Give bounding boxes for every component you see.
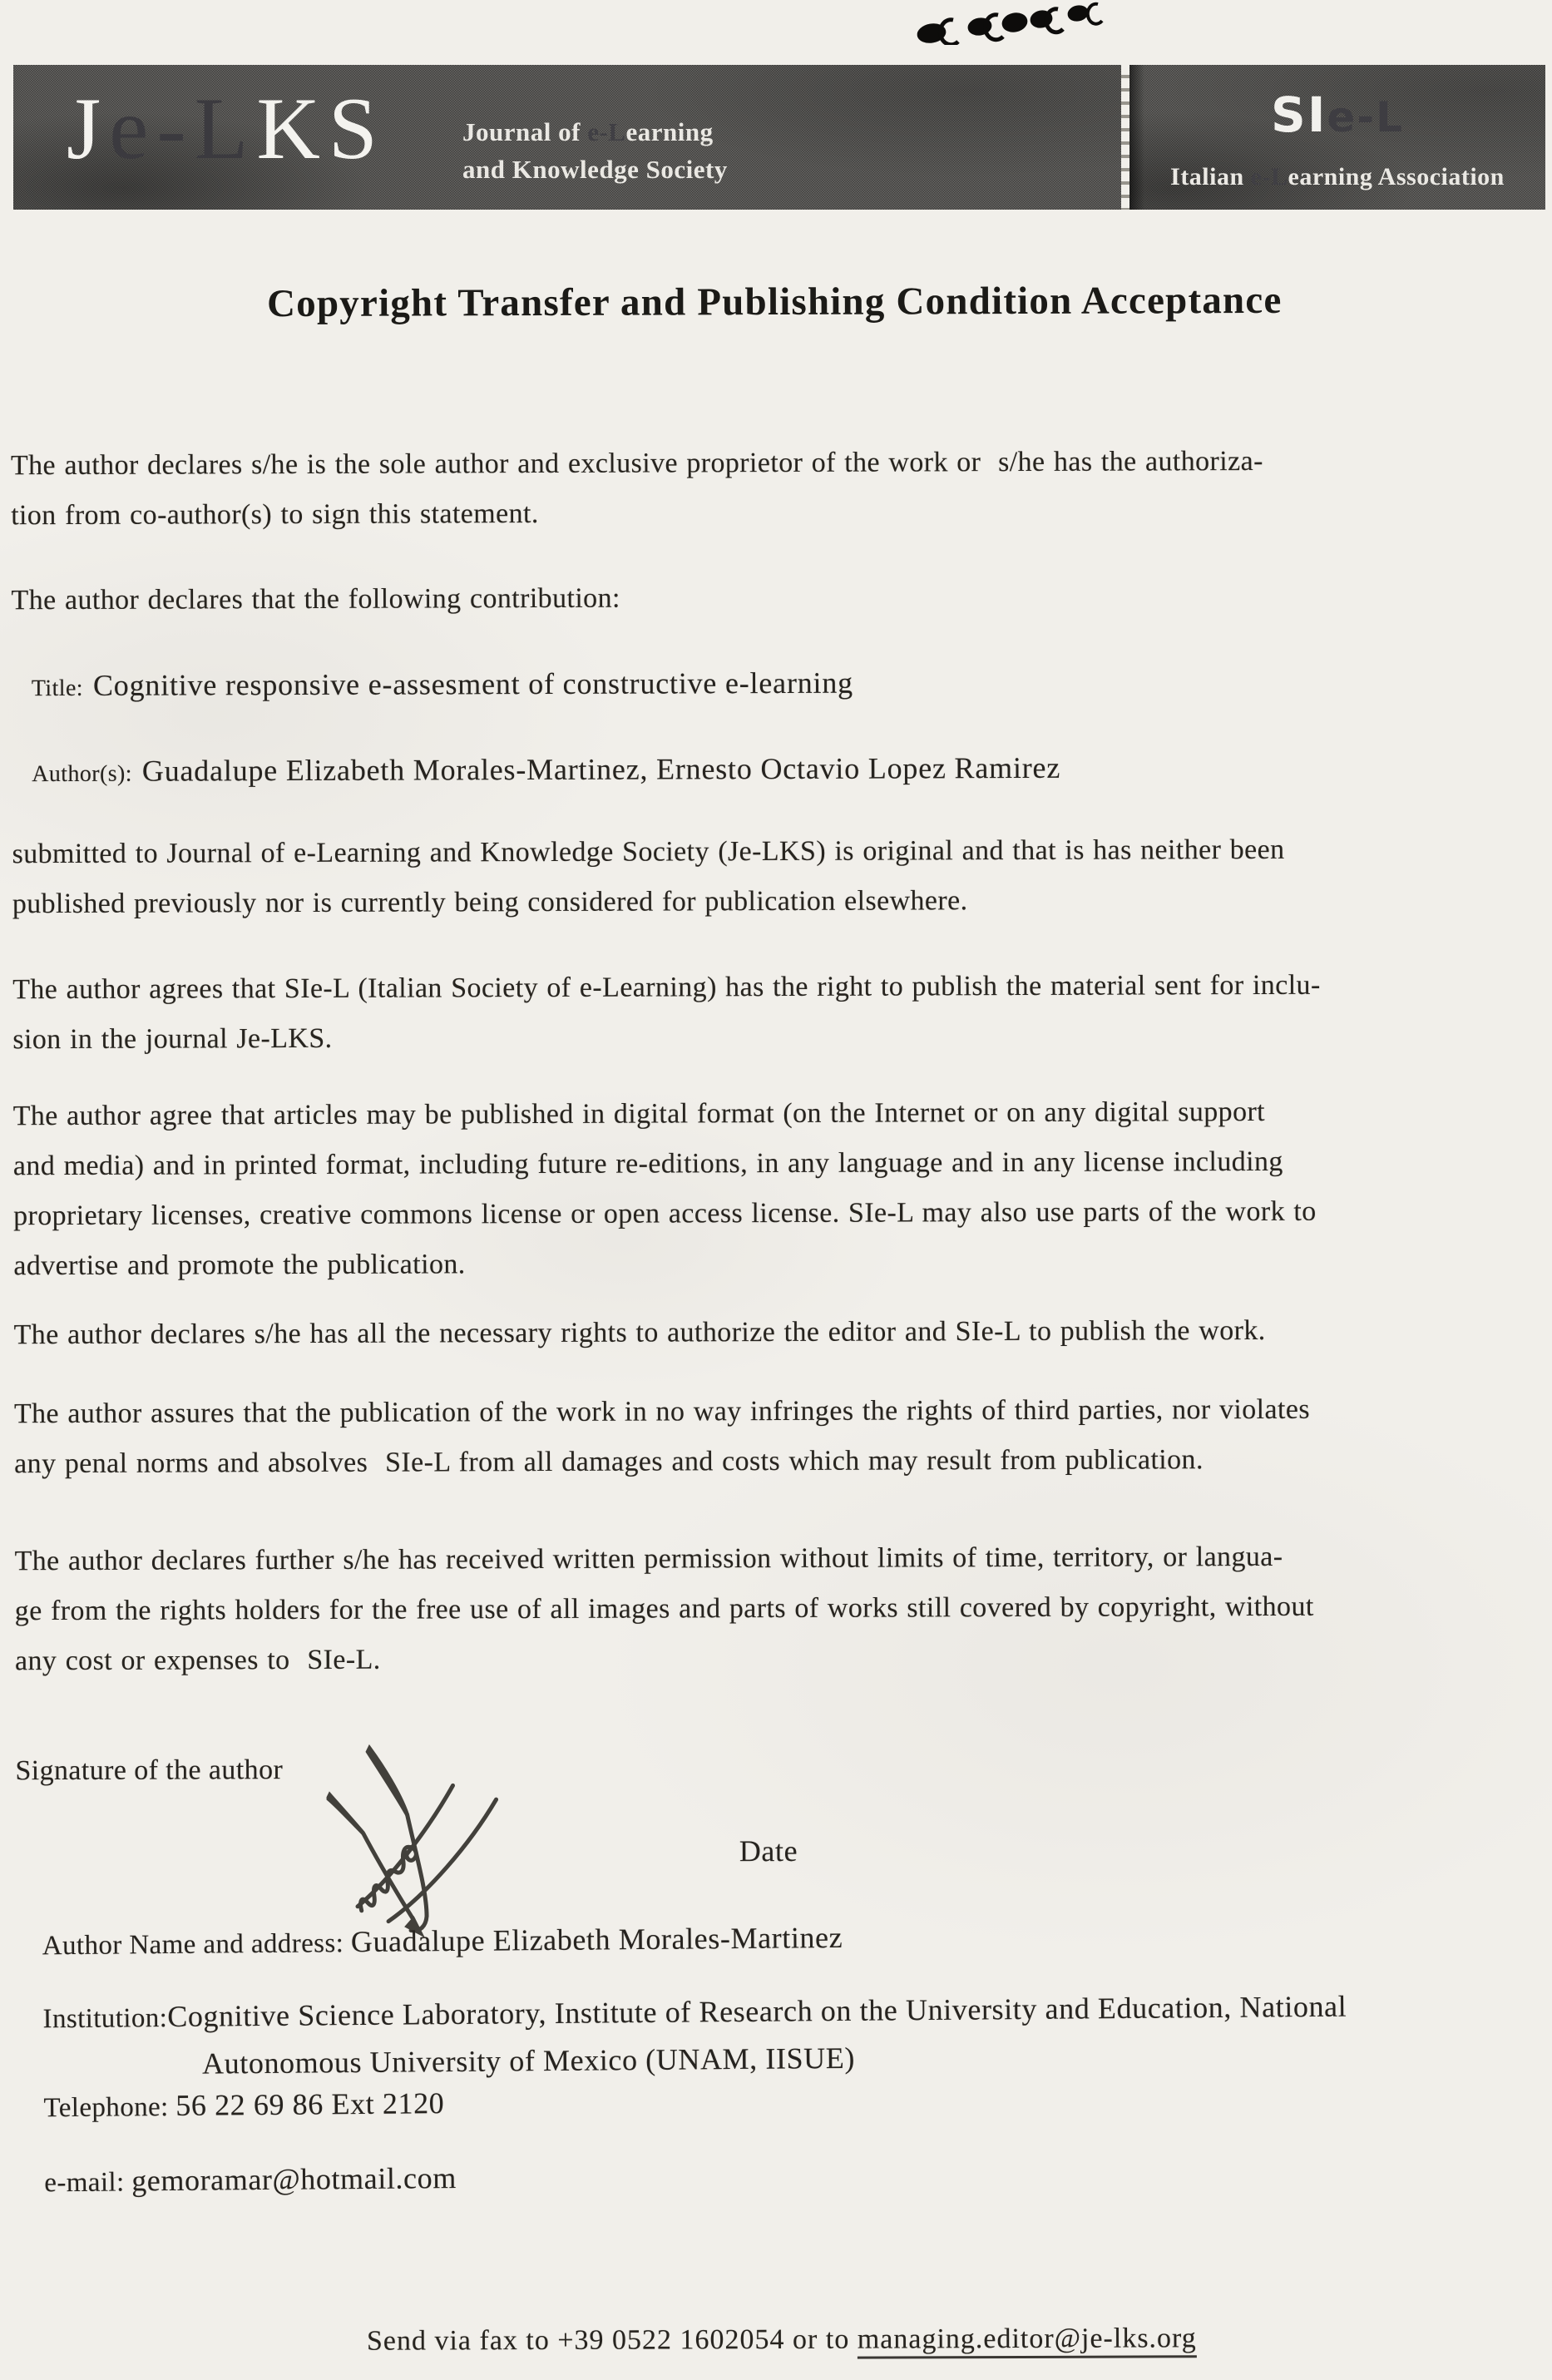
institution-value-line2: Autonomous University of Mexico (UNAM, IISUE)	[201, 2041, 856, 2081]
email-line	[17, 2145, 457, 2214]
paragraph-sole-author-declaration: The author declares s/he is the sole author and exclusive proprietor of the work or s/he has the authoriza- tion from co-author(s) to sign this statement.	[10, 445, 1263, 532]
signature-label: Signature of the author	[15, 1754, 284, 1787]
logo-letters-ks: KS	[256, 80, 386, 177]
telephone-value: 56 22 69 86 Ext 2120	[175, 2086, 445, 2122]
author-name-label: Author Name and address:	[42, 1928, 352, 1962]
telephone-line	[17, 2071, 444, 2139]
tagline-line1: Journal of e-Learning	[462, 117, 714, 146]
title-value: Cognitive responsive e-assesment of constructive e-learning	[92, 666, 853, 702]
logo-letters-el-faded: e-L	[109, 80, 257, 177]
institution-label: Institution:	[42, 2003, 168, 2035]
tagline-line2: and Knowledge Society	[462, 155, 728, 184]
email-value: gemoramar@hotmail.com	[131, 2160, 457, 2198]
fax-number: +39 0522 1602054	[557, 2323, 785, 2356]
telephone-label: Telephone:	[43, 2091, 176, 2124]
authors-label: Author(s):	[32, 760, 132, 788]
siel-logo-el-faded: e-L	[1327, 93, 1404, 141]
paragraph-contribution-intro: The author declares that the following contribution:	[11, 582, 620, 616]
email-label: e-mail:	[44, 2167, 132, 2199]
paragraph-no-infringement: The author assures that the publication of the work in no way infringes the rights of third parties, nor violates any penal norms and absolves SIe-L from all damages and costs which may result from publication.	[13, 1393, 1311, 1480]
paragraph-siel-publish-right: The author agrees that SIe-L (Italian Society of e-Learning) has the right to publish the material sent for inclu- sion in the journal Je-LKS.	[12, 969, 1321, 1056]
siel-logo: SIe-L	[1271, 87, 1404, 143]
paragraph-written-permission: The author declares further s/he has received written permission without limits of time, territory, or langua- ge from the rights holders for the free use of all images and parts of works still covered by copyright, without any cost or expenses to SIe-L.	[14, 1541, 1314, 1677]
paragraph-originality: submitted to Journal of e-Learning and Knowledge Society (Je-LKS) is original and that is has neither been published previously nor is currently being considered for publication elsewhere.	[12, 834, 1285, 920]
association-name: Italian e-Learning Association	[1170, 163, 1505, 190]
title-label: Title:	[31, 675, 84, 702]
authors-value: Guadalupe Elizabeth Morales-Martinez, Ernesto Octavio Lopez Ramirez	[141, 750, 1061, 788]
date-label: Date	[739, 1833, 798, 1868]
paragraph-rights-authorization: The author declares s/he has all the necessary rights to authorize the editor and SIe-L to publish the work.	[13, 1314, 1266, 1351]
paragraph-publication-formats: The author agree that articles may be published in digital format (on the Internet or on any digital support and media) and in printed format, including future re-editions, in any language and in any license including proprietary licenses, creative commons license or open access license. SIe-L may also use parts of the work to advertise and promote the publication.	[12, 1096, 1317, 1282]
managing-editor-email: managing.editor@je-lks.org	[858, 2323, 1197, 2358]
institution-value-line1: Cognitive Science Laboratory, Institute of Research on the University and Education, National	[167, 1989, 1347, 2034]
fax-instruction: Send via fax to +39 0522 1602054 or to managing.editor@je-lks.org	[6, 2322, 1552, 2359]
author-name-value: Guadalupe Elizabeth Morales-Martinez	[350, 1920, 843, 1959]
logo-letter-j: J	[67, 80, 110, 177]
author-name-line	[15, 1905, 843, 1977]
page-title: Copyright Transfer and Publishing Condition Acceptance	[266, 278, 1283, 326]
